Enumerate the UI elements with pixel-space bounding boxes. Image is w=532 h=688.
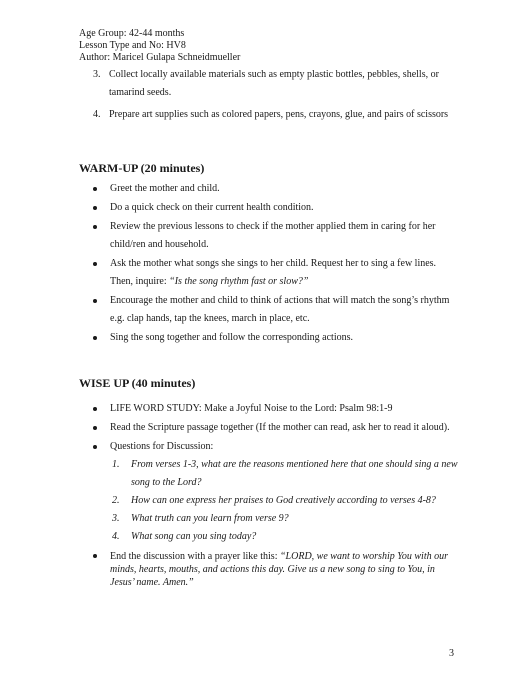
list-item [79, 419, 459, 437]
bullet-icon [93, 225, 97, 229]
item-italic-text: “LORD, we want to worship You with our minds, hearts, mouths, and actions this day. Give us a new song to sing to You, in Jesus’ name. Amen.” [110, 551, 448, 588]
question-number: 4. [112, 531, 120, 542]
question-item [112, 510, 459, 528]
bullet-icon [93, 336, 97, 340]
list-item [79, 66, 459, 102]
list-item [79, 218, 459, 254]
bullet-icon [93, 445, 97, 449]
warmup-list [79, 180, 459, 348]
list-item [79, 199, 459, 217]
item-text: End the discussion with a prayer like this: [110, 551, 280, 562]
item-text: Ask the mother what songs she sings to her child. Request her to sing a few lines. Then, inquire: [110, 258, 437, 287]
bullet-icon [93, 206, 97, 210]
list-item [79, 106, 459, 124]
question-item [112, 492, 459, 510]
bullet-icon [93, 554, 97, 558]
item-text: Collect locally available materials such as empty plastic bottles, pebbles, shells, or tamarind seeds. [109, 69, 439, 98]
question-text: From verses 1-3, what are the reasons mentioned here that one should sing a new song to the Lord? [131, 459, 458, 488]
list-item [79, 180, 459, 198]
item-text: Encourage the mother and child to think of actions that will match the song’s rhythm e.g. clap hands, tap the knees, march in place, etc. [110, 295, 450, 324]
discussion-questions [112, 456, 459, 546]
warmup-heading: WARM-UP (20 minutes) [79, 161, 205, 175]
item-text: Greet the mother and child. [110, 183, 220, 194]
item-text: Sing the song together and follow the corresponding actions. [110, 332, 354, 343]
list-item [79, 255, 459, 291]
header-age-group: Age Group: 42-44 months [79, 28, 185, 39]
list-item [79, 292, 459, 328]
wiseup-list [79, 400, 459, 590]
list-item [79, 550, 459, 589]
list-item [79, 329, 459, 347]
question-text: How can one express her praises to God creatively according to verses 4-8? [131, 495, 436, 506]
question-text: What truth can you learn from verse 9? [131, 513, 289, 524]
item-text: Prepare art supplies such as colored papers, pens, crayons, glue, and pairs of scissors [109, 109, 449, 120]
page-number: 3 [449, 648, 454, 659]
item-text: Review the previous lessons to check if the mother applied them in caring for her child/ren and household. [110, 221, 436, 250]
item-text: Read the Scripture passage together (If the mother can read, ask her to read it aloud). [110, 422, 450, 433]
page-header [79, 28, 240, 64]
question-item [112, 528, 459, 546]
bullet-icon [93, 187, 97, 191]
item-text: Questions for Discussion: [110, 441, 214, 452]
bullet-icon [93, 262, 97, 266]
list-item [79, 438, 459, 546]
item-number: 3. [93, 69, 101, 80]
item-text: Do a quick check on their current health condition. [110, 202, 314, 213]
question-number: 1. [112, 459, 120, 470]
item-number: 4. [93, 109, 101, 120]
item-text: LIFE WORD STUDY: Make a Joyful Noise to the Lord: Psalm 98:1-9 [110, 403, 393, 414]
header-author: Author: Maricel Gulapa Schneidmueller [79, 52, 241, 63]
bullet-icon [93, 299, 97, 303]
list-item [79, 400, 459, 418]
item-italic-text: “Is the song rhythm fast or slow?” [169, 276, 309, 287]
question-text: What song can you sing today? [131, 531, 257, 542]
bullet-icon [93, 407, 97, 411]
header-lesson-type: Lesson Type and No: HV8 [79, 40, 186, 51]
question-item [112, 456, 459, 492]
question-number: 3. [112, 513, 120, 524]
materials-list [79, 66, 459, 124]
bullet-icon [93, 426, 97, 430]
wiseup-heading: WISE UP (40 minutes) [79, 376, 196, 390]
question-number: 2. [112, 495, 120, 506]
